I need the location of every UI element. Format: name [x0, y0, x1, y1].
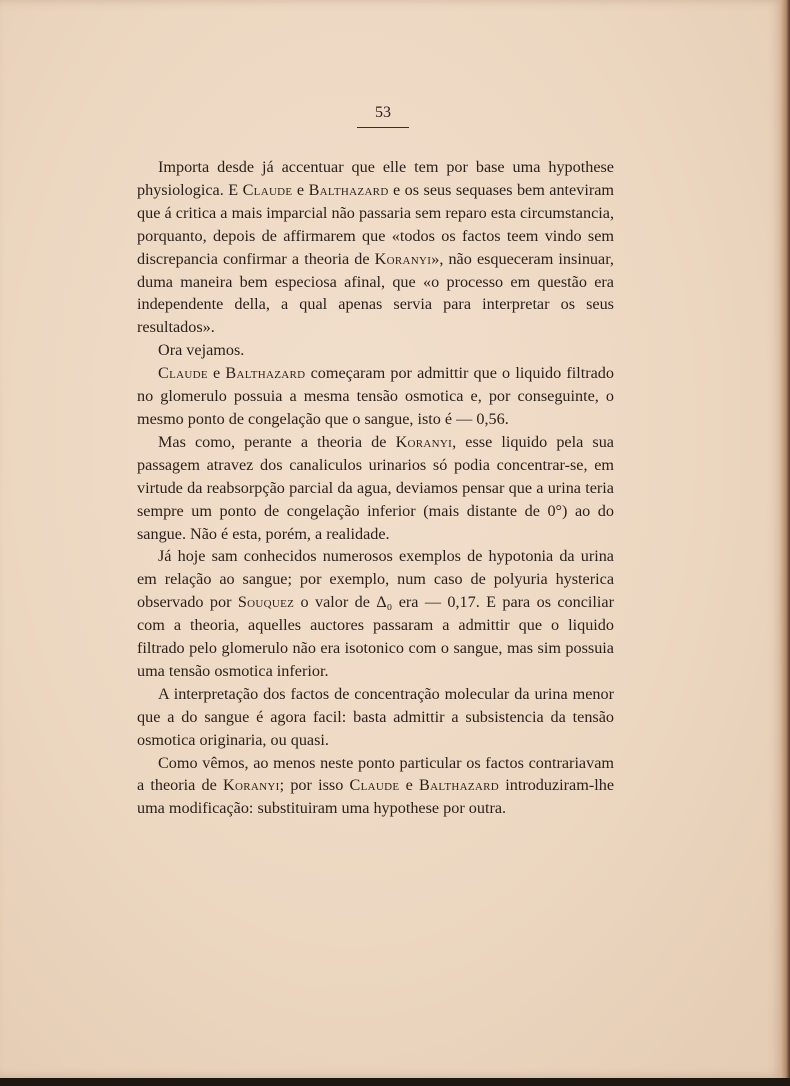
text-run: Como vêmos, ao menos neste ponto particular os factos contrariavam a theoria de: [137, 753, 614, 795]
author-name: Koranyi: [223, 776, 280, 795]
author-name: Claude: [349, 776, 400, 795]
text-run: e: [292, 180, 309, 199]
text-run: », não esqueceram insinuar, duma maneira bem especiosa afinal, que «o processo em questão era independente della, a qual apenas servia para interpretar os seus resultados».: [137, 249, 614, 337]
text-run: , esse liquido pela sua passagem atravez dos canaliculos urinarios só podia concentrar-se, em virtude da reabsorpção parcial da agua, deviamos pensar que a urina teria sempre um ponto de congelação inferior (mais distante de 0°) ao do sangue. Não é esta, porém, a realidade.: [137, 432, 614, 543]
author-name: Balthazard: [419, 776, 500, 795]
author-name: Balthazard: [225, 364, 306, 383]
text-run: e: [207, 364, 226, 383]
author-name: Souquez: [237, 593, 295, 612]
page-edge-shadow: [780, 0, 790, 1078]
paragraph-4: [137, 431, 614, 546]
author-name: Koranyi: [374, 249, 432, 268]
paragraph-7: [137, 752, 614, 821]
paragraph-3: [137, 362, 614, 431]
author-name: Balthazard: [308, 180, 389, 199]
paragraph-2: [137, 339, 614, 362]
author-name: Claude: [158, 364, 208, 383]
body-text: [137, 156, 614, 820]
paragraph-1: [137, 156, 614, 339]
text-run: o valor de Δ₀ era — 0,17. E para os conciliar com a theoria, aquelles auctores passaram a admittir que o liquido filtrado pelo glomerulo não era isotonico com o sangue, mas sim possuia uma tensão osmotica inferior.: [137, 593, 614, 680]
text-run: A interpretação dos factos de concentração molecular da urina menor que a do sangue é agora facil: basta admittir a subsistencia da tensão osmotica originaria, ou quasi.: [137, 684, 614, 749]
text-run: introduziram-lhe uma modificação: substituiram uma hypothese por outra.: [137, 776, 614, 818]
paragraph-5: [137, 545, 614, 682]
paragraph-6: [137, 683, 614, 752]
author-name: Koranyi: [395, 432, 453, 451]
page-number-rule: [357, 127, 409, 128]
author-name: Claude: [242, 180, 293, 199]
text-run: ; por isso: [279, 776, 350, 795]
text-run: e: [399, 776, 419, 795]
text-run: Importa desde já accentuar que elle tem por base uma hypothese physiologica. E: [137, 158, 614, 199]
page-number: 53: [375, 104, 391, 121]
text-run: e os seus sequases bem anteviram que á critica a mais imparcial não passaria sem reparo esta circumstancia, porquanto, depois de affirmarem que «todos os factos teem vindo sem discrepancia confirmar a theoria de: [137, 180, 614, 268]
text-run: Já hoje sam conhecidos numerosos exemplos de hypotonia da urina em relação ao sangue; por exemplo, num caso de polyuria hysterica observado por: [137, 547, 614, 612]
scan-border: [0, 1078, 790, 1086]
text-run: começaram por admittir que o liquido filtrado no glomerulo possuia a mesma tensão osmotica e, por conseguinte, o mesmo ponto de congelação que o sangue, isto é — 0,56.: [137, 364, 614, 428]
text-run: Mas como, perante a theoria de: [158, 432, 396, 451]
text-run: Ora vejamos.: [158, 341, 245, 360]
